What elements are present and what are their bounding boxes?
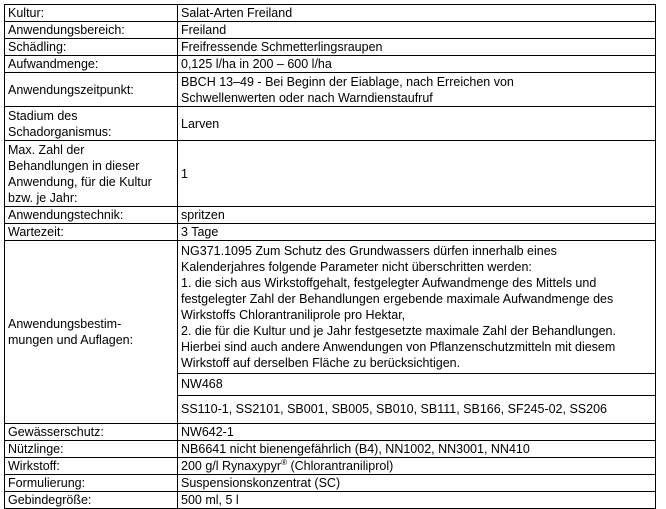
row-label: Gewässerschutz: xyxy=(5,424,178,441)
row-value: spritzen xyxy=(178,207,656,224)
row-label xyxy=(5,241,178,424)
table-row-gewaesserschutz xyxy=(5,424,656,441)
row-value: 1 xyxy=(178,141,656,207)
row-label: Formulierung: xyxy=(5,475,178,492)
table-row-aufwandmenge xyxy=(5,56,656,73)
row-label: Anwendungszeitpunkt: xyxy=(5,73,178,107)
table-row-schaedling xyxy=(5,39,656,56)
table-row-stadium xyxy=(5,107,656,141)
table-row-anwendungstechnik xyxy=(5,207,656,224)
row-value xyxy=(178,458,656,475)
row-value xyxy=(178,73,656,107)
row-label-text: Stadium des Schadorganismus: xyxy=(8,108,112,139)
row-value: 0,125 l/ha in 200 – 600 l/ha xyxy=(178,56,656,73)
table-row-gebindegroesse xyxy=(5,492,656,509)
row-label-text: Max. Zahl der Behandlungen in dieser Anwendung, für die Kultur bzw. je Jahr: xyxy=(8,142,152,205)
row-label: Schädling: xyxy=(5,39,178,56)
row-value: Freifressende Schmetterlingsraupen xyxy=(178,39,656,56)
row-value: Salat-Arten Freiland xyxy=(178,5,656,22)
table-row-anwendungszeitpunkt xyxy=(5,73,656,107)
table-row-max-behandlungen xyxy=(5,141,656,207)
registered-trademark-mark: ® xyxy=(281,457,287,467)
row-value: Suspensionskonzentrat (SC) xyxy=(178,475,656,492)
table-row-anwendungsbereich xyxy=(5,22,656,39)
wirkstoff-substance: (Chlorantraniliprol) xyxy=(286,459,394,473)
row-value-text: BBCH 13–49 - Bei Beginn der Eiablage, nach Erreichen von Schwellenwerten oder nach Warndienstaufruf xyxy=(181,74,514,105)
table-row-wartezeit xyxy=(5,224,656,241)
pesticide-application-table xyxy=(4,4,656,509)
row-value: Freiland xyxy=(178,22,656,39)
row-value: 500 ml, 5 l xyxy=(178,492,656,509)
row-value xyxy=(178,241,656,424)
row-label xyxy=(5,141,178,207)
row-label: Wartezeit: xyxy=(5,224,178,241)
row-label: Anwendungsbereich: xyxy=(5,22,178,39)
row-label-text: Anwendungsbestim- mungen und Auflagen: xyxy=(8,317,134,347)
table-row-kultur xyxy=(5,5,656,22)
table-row-nuetzlinge xyxy=(5,441,656,458)
row-label: Gebindegröße: xyxy=(5,492,178,509)
auflagen-subtable xyxy=(178,241,655,423)
row-label: Aufwandmenge: xyxy=(5,56,178,73)
row-value: NB6641 nicht bienengefährlich (B4), NN1002, NN3001, NN410 xyxy=(178,441,656,458)
auflagen-ss-codes: SS110-1, SS2101, SB001, SB005, SB010, SB111, SB166, SF245-02, SS206 xyxy=(178,395,655,423)
auflagen-ng-text xyxy=(178,241,655,373)
row-label: Nützlinge: xyxy=(5,441,178,458)
row-value: Larven xyxy=(178,107,656,141)
table-row-wirkstoff xyxy=(5,458,656,475)
table-row-formulierung xyxy=(5,475,656,492)
row-label xyxy=(5,107,178,141)
row-label: Kultur: xyxy=(5,5,178,22)
row-value: 3 Tage xyxy=(178,224,656,241)
table-row-anwendungsbestimmungen xyxy=(5,241,656,424)
row-label: Wirkstoff: xyxy=(5,458,178,475)
wirkstoff-name: 200 g/l Rynaxypyr xyxy=(181,459,282,473)
auflagen-ng-text-content: NG371.1095 Zum Schutz des Grundwassers dürfen innerhalb eines Kalenderjahres folgende Parameter nicht überschritten werden: 1. die sich aus Wirkstoffgehalt, festgelegter Aufwandmenge des Mittels und festgelegter Zahl der Behandlungen ergebende maximale Aufwandmenge des Wirkstoffs Chlorantraniliprole pro Hektar, 2. die für die Kultur und je Jahr festgesetzte maximale Zahl der Behandlungen. Hierbei sind auch andere Anwendungen von Pflanzenschutzmitteln mit diesem Wirkstoff auf derselben Fläche zu berücksichtigen. xyxy=(181,243,616,370)
row-value: NW642-1 xyxy=(178,424,656,441)
row-label: Anwendungstechnik: xyxy=(5,207,178,224)
auflagen-nw-code: NW468 xyxy=(178,373,655,395)
